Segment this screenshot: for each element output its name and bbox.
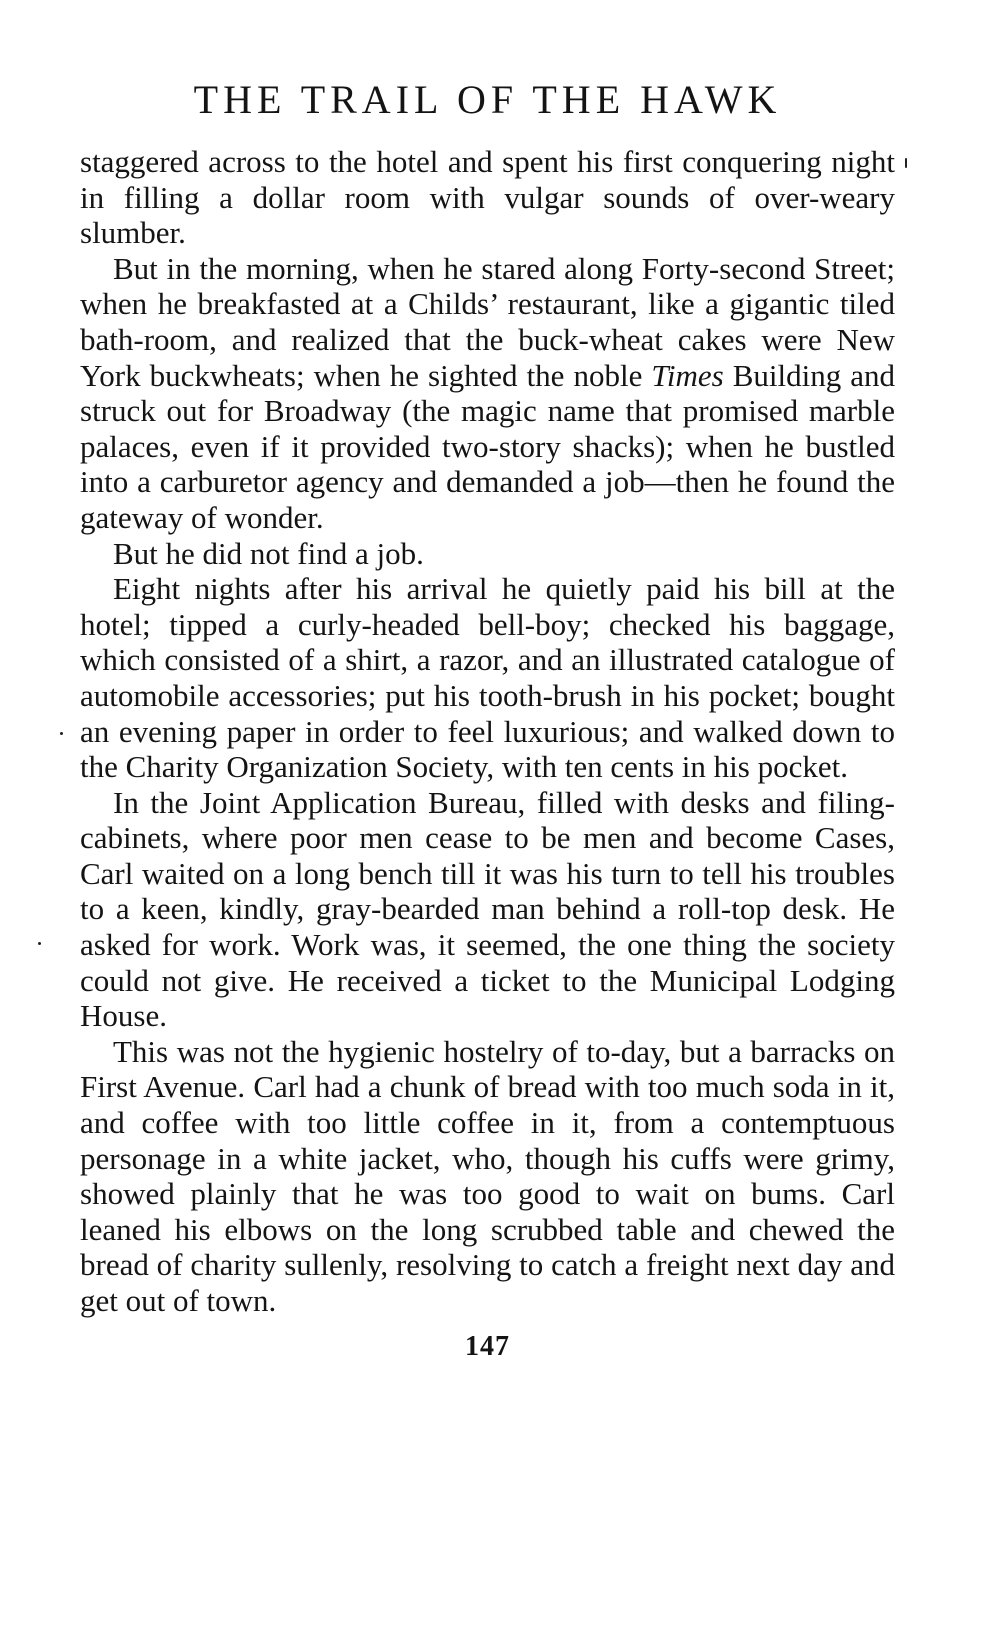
paragraph — [80, 144, 895, 251]
text-run: In the Joint Application Bureau, filled with desks and filing-cabinets, where poor men cease to be men and become Cases, Carl waited on a long bench till it was his turn to tell his troubles to a keen, kindly, gray-bearded man behind a roll-top desk. He asked for work. Work was, it seemed, the one thing the society could not give. He received a ticket to the Municipal Lodging House. — [80, 784, 895, 1034]
page-number: 147 — [465, 1330, 510, 1362]
print-speck — [60, 732, 63, 735]
text-run: But in the morning, when he stared along Forty-second Street; when he breakfasted at a Childs’ restaurant, like a gigantic tiled bath-room, and realized that the buck-wheat cakes were New York buckwheats; when he sighted the noble — [80, 250, 895, 393]
print-speck — [905, 158, 907, 168]
paragraph — [80, 785, 895, 1034]
text-run: staggered across to the hotel and spent his first conquering night in filling a dollar room with vulgar sounds of over-weary slumber. — [80, 144, 895, 251]
paragraph — [80, 251, 895, 536]
print-speck — [38, 942, 41, 945]
italic-title: Times — [651, 357, 724, 393]
paragraph — [80, 536, 895, 572]
book-page — [80, 70, 895, 1365]
running-head: THE TRAIL OF THE HAWK — [193, 77, 782, 122]
text-run: Eight nights after his arrival he quietly paid his bill at the hotel; tipped a curly-headed bell-boy; checked his baggage, which consisted of a shirt, a razor, and an illustrated catalogue of automobile accessories; put his tooth-brush in his pocket; bought an evening paper in order to feel luxurious; and walked down to the Charity Organization Society, with ten cents in his pocket. — [80, 571, 895, 785]
text-run: But he did not find a job. — [113, 535, 424, 571]
paragraph — [80, 1034, 895, 1319]
paragraph — [80, 571, 895, 785]
text-run: This was not the hygienic hostelry of to-day, but a barracks on First Avenue. Carl had a chunk of bread with too much soda in it, and coffee with too little coffee in it, from a contemptuous personage in a white jacket, who, though his cuffs were grimy, showed plainly that he was too good to wait on bums. Carl leaned his elbows on the long scrubbed table and chewed the bread of charity sullenly, resolving to catch a freight next day and get out of town. — [80, 1033, 895, 1318]
text-run: Building and struck out for Broadway (the magic name that promised marble palaces, even if it provided two-story shacks); when he bustled into a carburetor agency and demanded a job—then he found the gateway of wonder. — [80, 357, 895, 535]
body-text — [80, 144, 895, 1319]
